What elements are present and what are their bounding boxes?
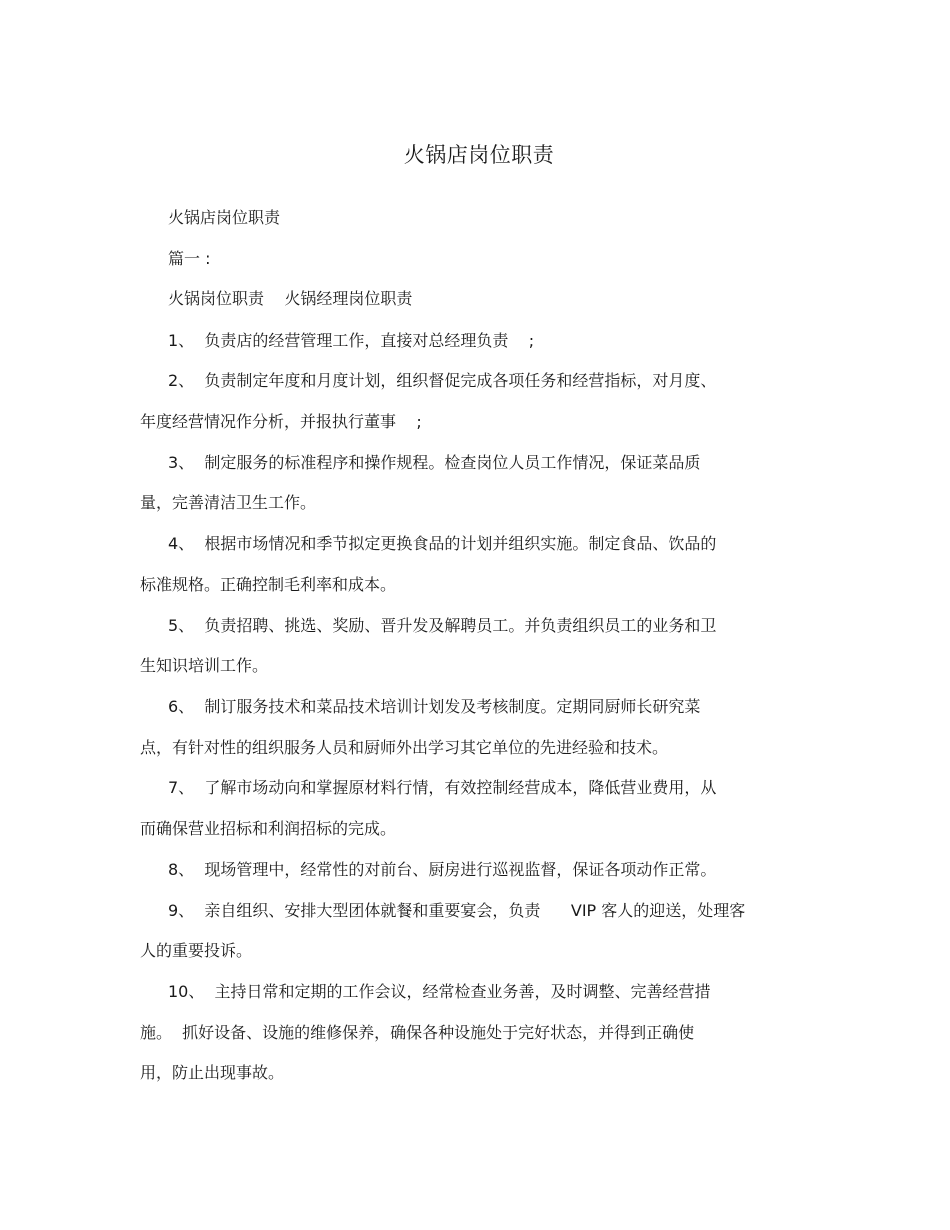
part-label: 篇一 :	[168, 249, 211, 268]
duty-item-7: 7、 了解市场动向和掌握原材料行情，有效控制经营成本，降低营业费用，从	[168, 778, 717, 797]
duty-item-1: 1、 负责店的经营管理工作，直接对总经理负责 ;	[168, 331, 535, 350]
duty-item-6: 6、 制订服务技术和菜品技术培训计划发及考核制度。定期同厨师长研究菜	[168, 697, 701, 716]
duty-item-10-cont-2: 用，防止出现事故。	[140, 1063, 285, 1082]
duty-item-10: 10、 主持日常和定期的工作会议，经常检查业务善，及时调整、完善经营措	[168, 982, 711, 1001]
duty-item-6-cont: 点，有针对性的组织服务人员和厨师外出学习其它单位的先进经验和技术。	[140, 738, 669, 757]
duty-item-3: 3、 制定服务的标准程序和操作规程。检查岗位人员工作情况，保证菜品质	[168, 453, 701, 472]
duty-item-4-cont: 标准规格。正确控制毛利率和成本。	[140, 575, 397, 594]
duty-item-5-cont: 生知识培训工作。	[140, 656, 269, 675]
duty-item-2: 2、 负责制定年度和月度计划，组织督促完成各项任务和经营指标，对月度、	[168, 371, 717, 390]
document-title: 火锅店岗位职责	[403, 143, 555, 167]
subtitle: 火锅店岗位职责	[168, 208, 281, 227]
section-heading: 火锅岗位职责 火锅经理岗位职责	[168, 289, 413, 308]
duty-item-5: 5、 负责招聘、挑选、奖励、晋升发及解聘员工。并负责组织员工的业务和卫	[168, 616, 717, 635]
duty-item-9-cont: 人的重要投诉。	[140, 941, 253, 960]
duty-item-2-cont: 年度经营情况作分析，并报执行董事 ;	[140, 412, 422, 431]
duty-item-9: 9、 亲自组织、安排大型团体就餐和重要宴会，负责 VIP 客人的迎送，处理客	[168, 901, 746, 920]
duty-item-8: 8、 现场管理中，经常性的对前台、厨房进行巡视监督，保证各项动作正常。	[168, 860, 717, 879]
duty-item-10-cont-1: 施。 抓好设备、设施的维修保养，确保各种设施处于完好状态，并得到正确使	[140, 1023, 695, 1042]
duty-item-4: 4、 根据市场情况和季节拟定更换食品的计划并组织实施。制定食品、饮品的	[168, 534, 717, 553]
duty-item-7-cont: 而确保营业招标和利润招标的完成。	[140, 819, 397, 838]
duty-item-3-cont: 量，完善清洁卫生工作。	[140, 493, 317, 512]
